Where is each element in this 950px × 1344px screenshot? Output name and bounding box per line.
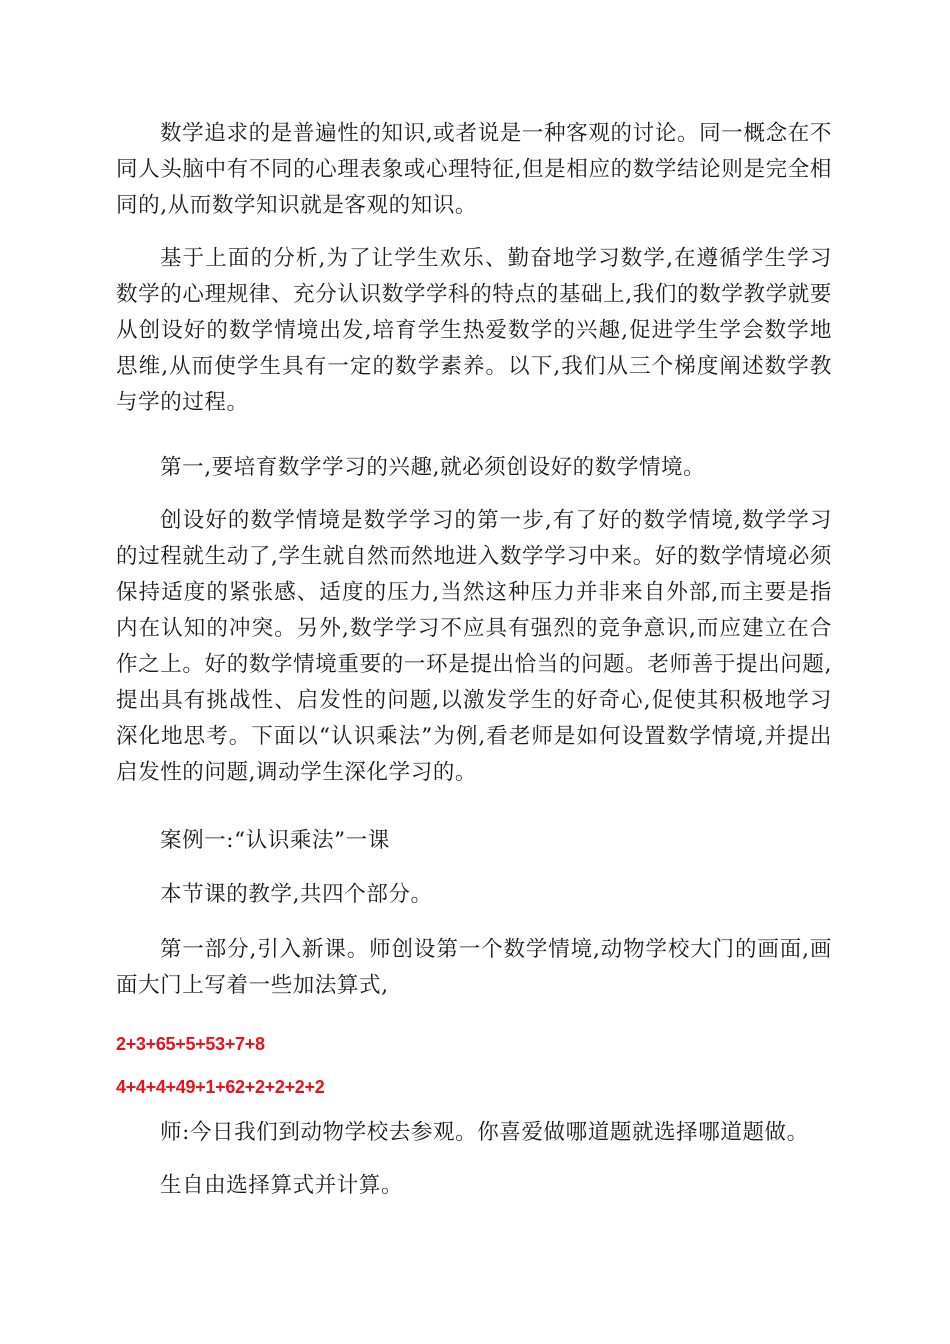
paragraph-6: 第一部分,引入新课。师创设第一个数学情境,动物学校大门的画面,画面大门上写着一些加法算式,	[116, 937, 832, 998]
formula-line-2: 4+4+4+49+1+62+2+2+2+2	[116, 1077, 325, 1097]
paragraph-1: 数学追求的是普遍性的知识,或者说是一种客观的讨论。同一概念在不同人头脑中有不同的心理表象或心理特征,但是相应的数学结论则是完全相同的,从而数学知识就是客观的知识。	[116, 121, 832, 218]
paragraph-5: 本节课的教学,共四个部分。	[160, 882, 433, 907]
paragraph-7: 师:今日我们到动物学校去参观。你喜爱做哪道题就选择哪道题做。	[160, 1120, 809, 1145]
case-heading: 案例一:“认识乘法”一课	[160, 828, 390, 853]
paragraph-3: 第一,要培育数学学习的兴趣,就必须创设好的数学情境。	[160, 455, 706, 480]
paragraph-4: 创设好的数学情境是数学学习的第一步,有了好的数学情境,数学学习的过程就生动了,学生就自然而然地进入数学学习中来。好的数学情境必须保持适度的紧张感、适度的压力,当然这种压力并非来自外部,而主要是指内在认知的冲突。另外,数学学习不应具有强烈的竞争意识,而应建立在合作之上。好的数学情境重要的一环是提出恰当的问题。老师善于提出问题,提出具有挑战性、启发性的问题,以激发学生的好奇心,促使其积极地学习深化地思考。下面以“认识乘法”为例,看老师是如何设置数学情境,并提出启发性的问题,调动学生深化学习的。	[116, 508, 832, 785]
paragraph-2: 基于上面的分析,为了让学生欢乐、勤奋地学习数学,在遵循学生学习数学的心理规律、充分认识数学学科的特点的基础上,我们的数学教学就要从创设好的数学情境出发,培育学生热爱数学的兴趣,促进学生学会数学地思维,从而使学生具有一定的数学素养。以下,我们从三个梯度阐述数学教与学的过程。	[116, 246, 832, 415]
paragraph-8: 生自由选择算式并计算。	[160, 1173, 404, 1198]
formula-line-1: 2+3+65+5+53+7+8	[116, 1034, 265, 1054]
